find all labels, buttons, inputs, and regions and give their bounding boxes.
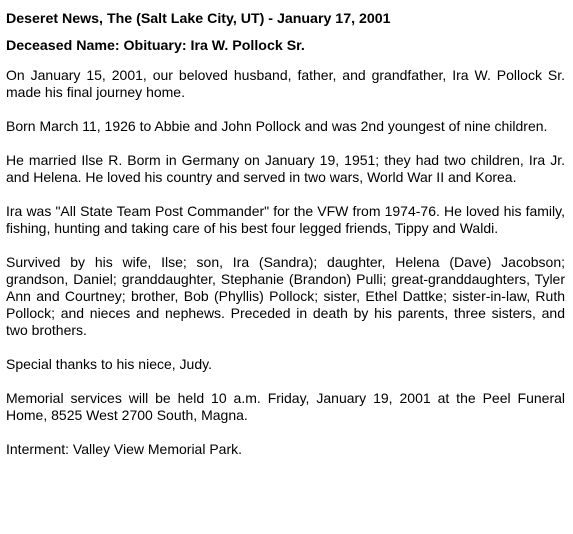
paragraph-survivors: Survived by his wife, Ilse; son, Ira (Sandra); daughter, Helena (Dave) Jacobson; grandson, Daniel; granddaughter, Stephanie (Brandon) Pulli; great-granddaughters, Tyler Ann and Courtney; brother, Bob (Phyllis) Pollock; sister, Ethel Dattke; sister-in-law, Ruth Pollock; and nieces and nephews. Preceded in death by his parents, three sisters, and two brothers.	[6, 254, 565, 338]
paragraph-interment: Interment: Valley View Memorial Park.	[6, 441, 243, 457]
paragraph-marriage: He married Ilse R. Borm in Germany on January 19, 1951; they had two children, Ira Jr. and Helena. He loved his country and served in two wars, World War II and Korea.	[6, 152, 565, 185]
paragraph-birth: Born March 11, 1926 to Abbie and John Pollock and was 2nd youngest of nine children.	[6, 118, 548, 134]
deceased-heading: Deceased Name: Obituary: Ira W. Pollock Sr.	[6, 38, 305, 54]
paragraph-services: Memorial services will be held 10 a.m. Friday, January 19, 2001 at the Peel Funeral Home, 8525 West 2700 South, Magna.	[6, 390, 565, 423]
source-heading: Deseret News, The (Salt Lake City, UT) - January 17, 2001	[6, 11, 391, 27]
paragraph-vfw: Ira was "All State Team Post Commander" for the VFW from 1974-76. He loved his family, fishing, hunting and taking care of his best four legged friends, Tippy and Waldi.	[6, 203, 565, 236]
paragraph-thanks: Special thanks to his niece, Judy.	[6, 356, 212, 372]
paragraph-final-journey: On January 15, 2001, our beloved husband, father, and grandfather, Ira W. Pollock Sr. made his final journey home.	[6, 67, 565, 100]
